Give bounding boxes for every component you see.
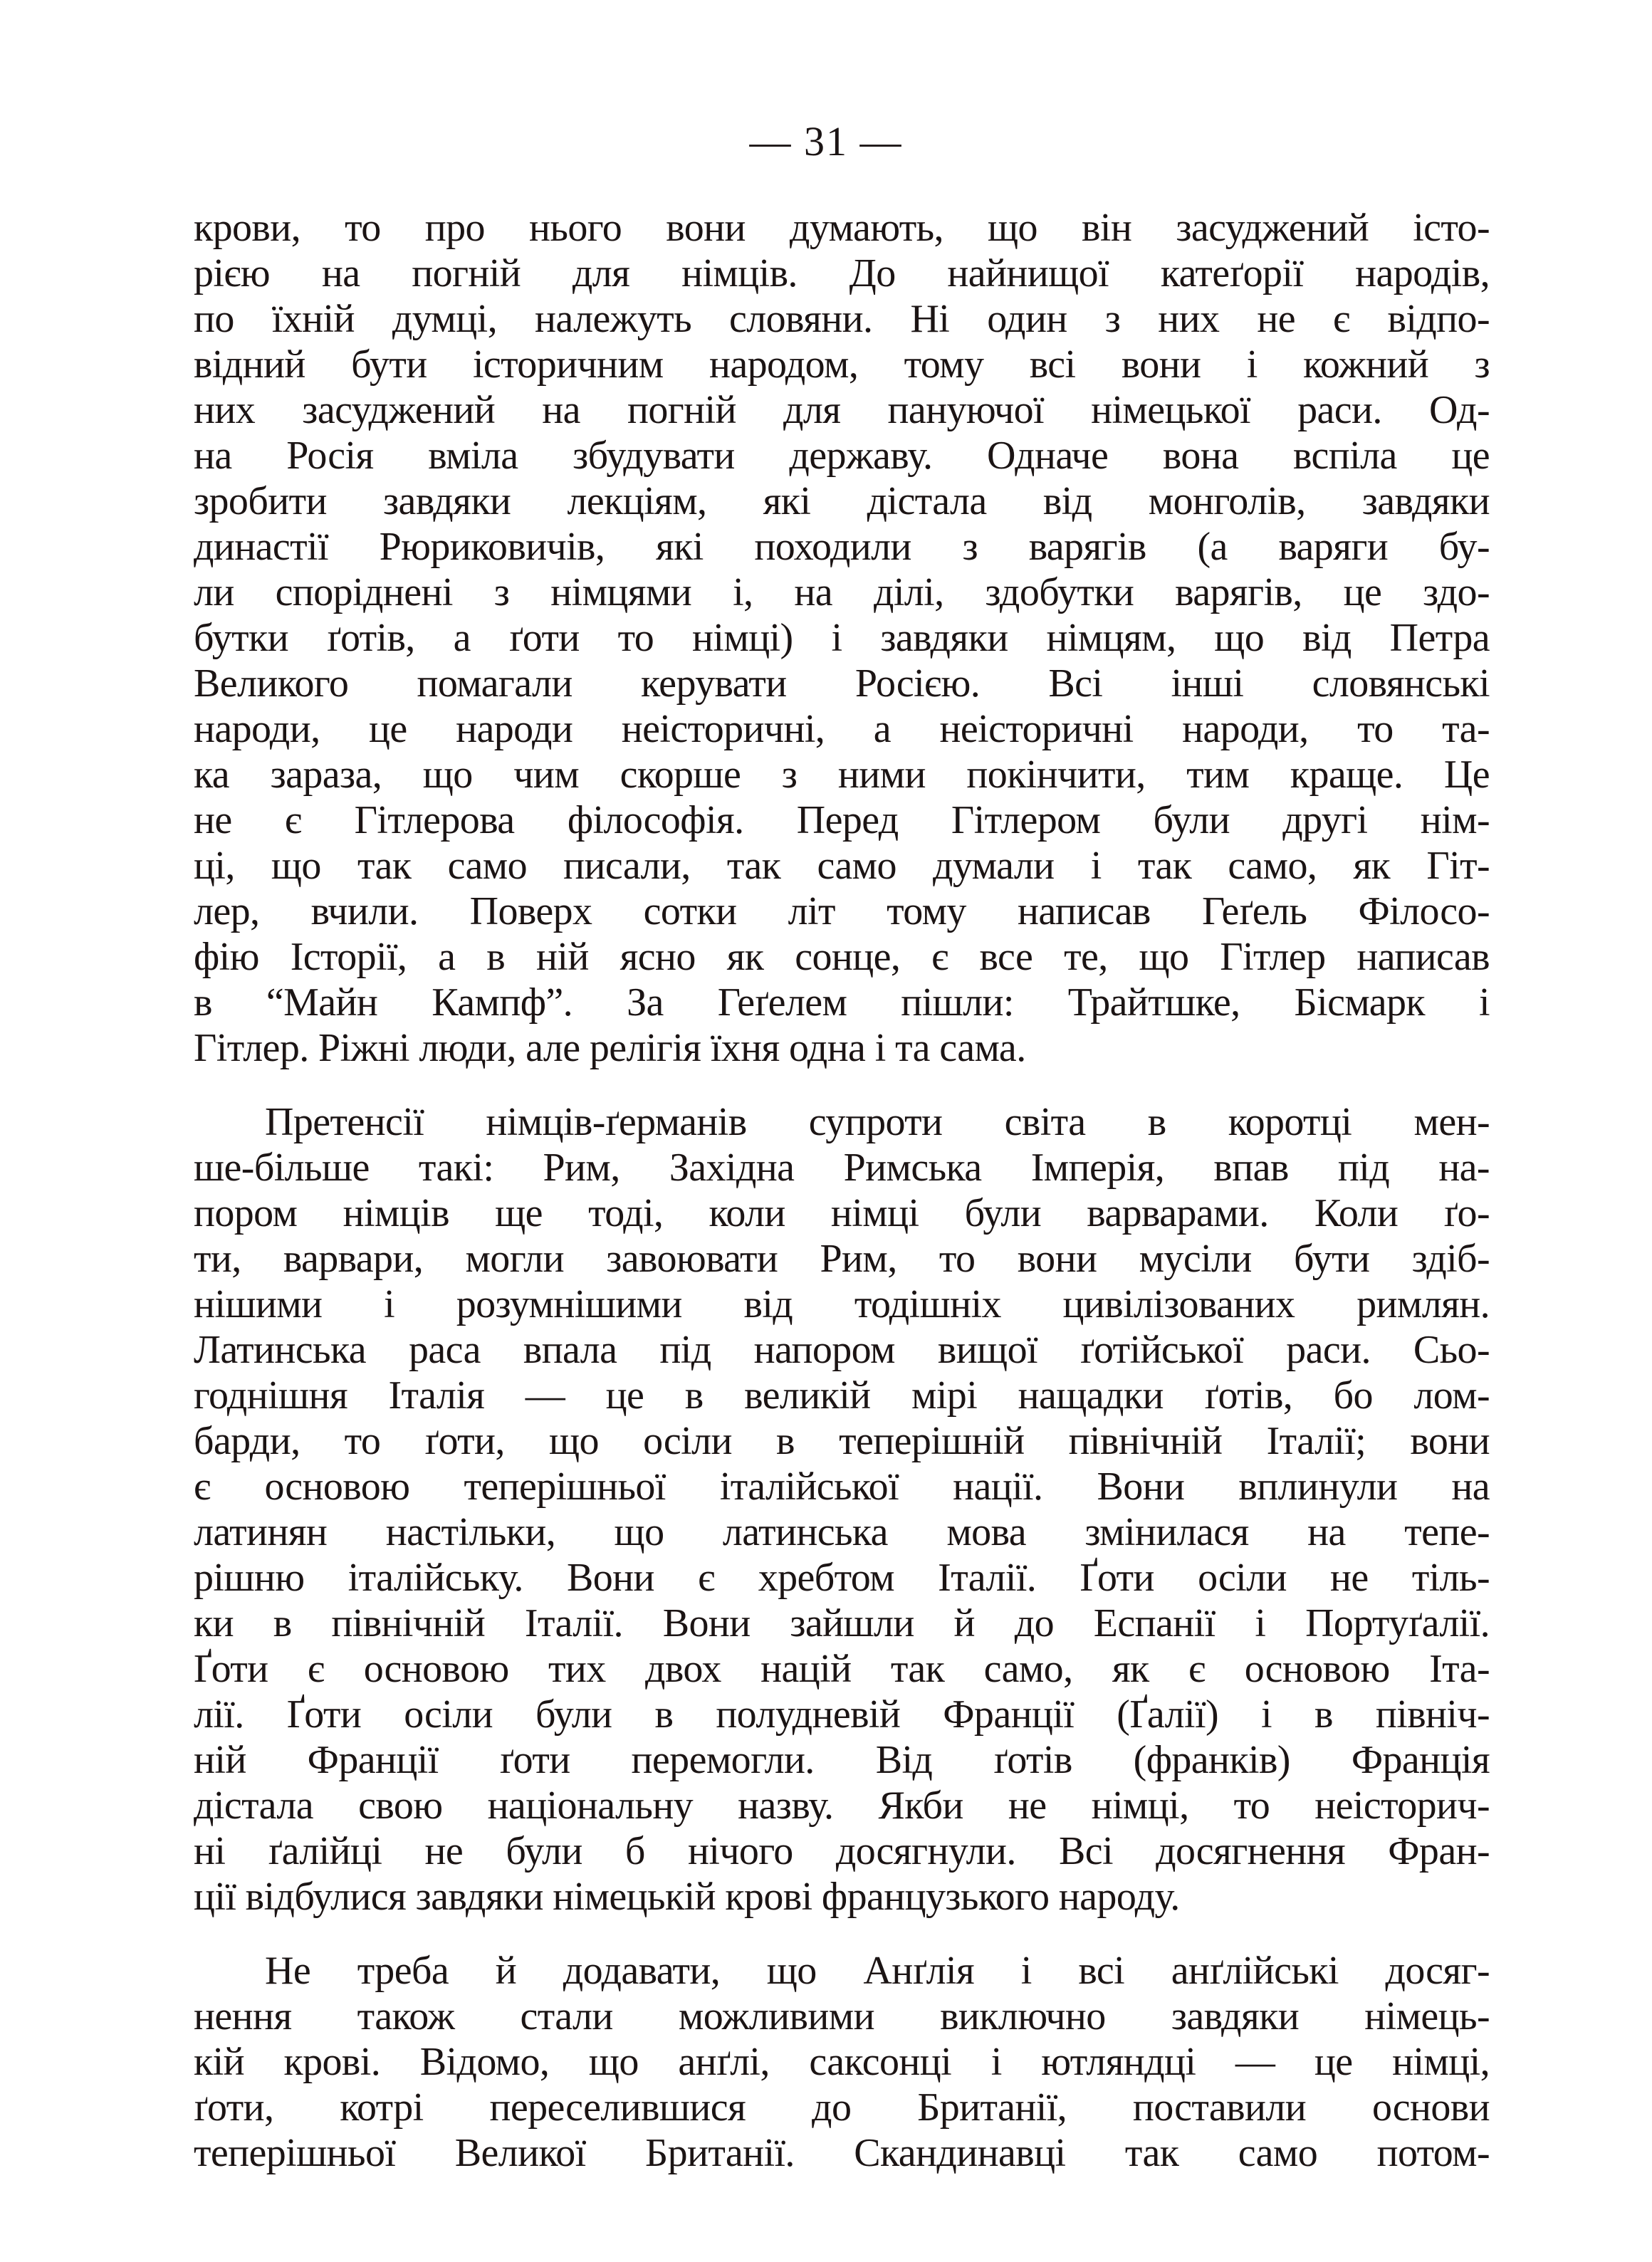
text-line: рішню італійську. Вони є хребтом Італії. Ґоти осіли не тіль- bbox=[194, 1556, 1490, 1600]
text-line: латинян настільки, що латинська мова змінилася на тепе- bbox=[194, 1510, 1490, 1554]
paragraph-3 bbox=[194, 1948, 1490, 2176]
text-line: ти, варвари, могли завоювати Рим, то вони мусіли бути здіб- bbox=[194, 1237, 1490, 1281]
page-number: — 31 — bbox=[749, 118, 903, 164]
text-line: не є Гітлерова філософія. Перед Гітлером були другі нім- bbox=[194, 798, 1490, 842]
text-line: теперішньої Великої Британії. Скандинавці так само потом- bbox=[194, 2131, 1490, 2175]
text-line: бутки ґотів, а ґоти то німці) і завдяки німцям, що від Петра bbox=[194, 616, 1490, 660]
text-line: Претенсії німців-ґерманів супроти світа в коротці мен- bbox=[265, 1100, 1490, 1144]
text-line: Латинська раса впала під напором вищої ґотійської раси. Сьо- bbox=[194, 1328, 1490, 1372]
text-line: відний бути історичним народом, тому всі вони і кожний з bbox=[194, 342, 1490, 387]
text-line: Гітлер. Ріжні люди, але релігія їхня одна і та сама. bbox=[194, 1026, 1026, 1070]
paragraph-2 bbox=[194, 1099, 1490, 1920]
text-line: лії. Ґоти осіли були в полудневій Франції (Ґалії) і в північ- bbox=[194, 1692, 1490, 1737]
paragraph-1 bbox=[194, 205, 1490, 1071]
text-line: народи, це народи неісторичні, а неісторичні народи, то та- bbox=[194, 707, 1490, 751]
text-line: нення також стали можливими виключно завдяки німець- bbox=[194, 1994, 1490, 2038]
text-line: ше-більше такі: Рим, Західна Римська Імперія, впав під на- bbox=[194, 1146, 1490, 1190]
body-text bbox=[194, 205, 1490, 2176]
text-line: по їхній думці, належуть словяни. Ні один з них не є відпо- bbox=[194, 297, 1490, 341]
text-line: них засуджений на погній для пануючої німецької раси. Од- bbox=[194, 388, 1490, 432]
text-line: пором німців ще тоді, коли німці були варварами. Коли ґо- bbox=[194, 1191, 1490, 1235]
text-line: лер, вчили. Поверх сотки літ тому написав Геґель Філосо- bbox=[194, 889, 1490, 933]
text-line: ли споріднені з німцями і, на ділі, здобутки варягів, це здо- bbox=[194, 570, 1490, 614]
text-line: крови, то про нього вони думають, що він засуджений істо- bbox=[194, 206, 1490, 250]
text-line: є основою теперішньої італійської нації. Вони вплинули на bbox=[194, 1465, 1490, 1509]
text-line: рією на погній для німців. До найнищої катеґорії народів, bbox=[194, 251, 1490, 295]
text-line: в “Майн Кампф”. За Геґелем пішли: Трайтшке, Бісмарк і bbox=[194, 980, 1490, 1025]
text-line: фію Історії, а в ній ясно як сонце, є все те, що Гітлер написав bbox=[194, 935, 1490, 979]
text-line: на Росія вміла збудувати державу. Одначе вона вспіла це bbox=[194, 434, 1490, 478]
text-line: нішими і розумнішими від тодішніх цивілізованих римлян. bbox=[194, 1282, 1490, 1326]
text-line: ки в північній Італії. Вони зайшли й до Еспанії і Портуґалії. bbox=[194, 1601, 1490, 1645]
text-line: ції відбулися завдяки німецькій крові французького народу. bbox=[194, 1875, 1180, 1919]
text-line: годнішня Італія — це в великій мірі нащадки ґотів, бо лом- bbox=[194, 1373, 1490, 1418]
text-line: Ґоти є основою тих двох націй так само, як є основою Іта- bbox=[194, 1647, 1490, 1691]
text-line: ній Франції ґоти перемогли. Від ґотів (франків) Франція bbox=[194, 1738, 1490, 1782]
text-line: династії Рюриковичів, які походили з варягів (а варяги бу- bbox=[194, 525, 1490, 569]
text-line: ні ґалійці не були б нічого досягнули. Всі досягнення Фран- bbox=[194, 1829, 1490, 1873]
text-line: барди, то ґоти, що осіли в теперішній північній Італії; вони bbox=[194, 1419, 1490, 1463]
text-line: ґоти, котрі переселившися до Британії, поставили основи bbox=[194, 2085, 1490, 2130]
text-line: ці, що так само писали, так само думали і так само, як Гіт- bbox=[194, 844, 1490, 888]
text-line: зробити завдяки лекціям, які дістала від монголів, завдяки bbox=[194, 479, 1490, 523]
text-line: ка зараза, що чим скорше з ними покінчити, тим краще. Це bbox=[194, 753, 1490, 797]
text-line: Не треба й додавати, що Анґлія і всі анґлійські досяг- bbox=[265, 1949, 1490, 1993]
text-line: дістала свою національну назву. Якби не німці, то неісторич- bbox=[194, 1784, 1490, 1828]
text-line: кій крові. Відомо, що анґлі, саксонці і ютляндці — це німці, bbox=[194, 2040, 1490, 2084]
text-line: Великого помагали керувати Росією. Всі інші словянські bbox=[194, 661, 1490, 706]
